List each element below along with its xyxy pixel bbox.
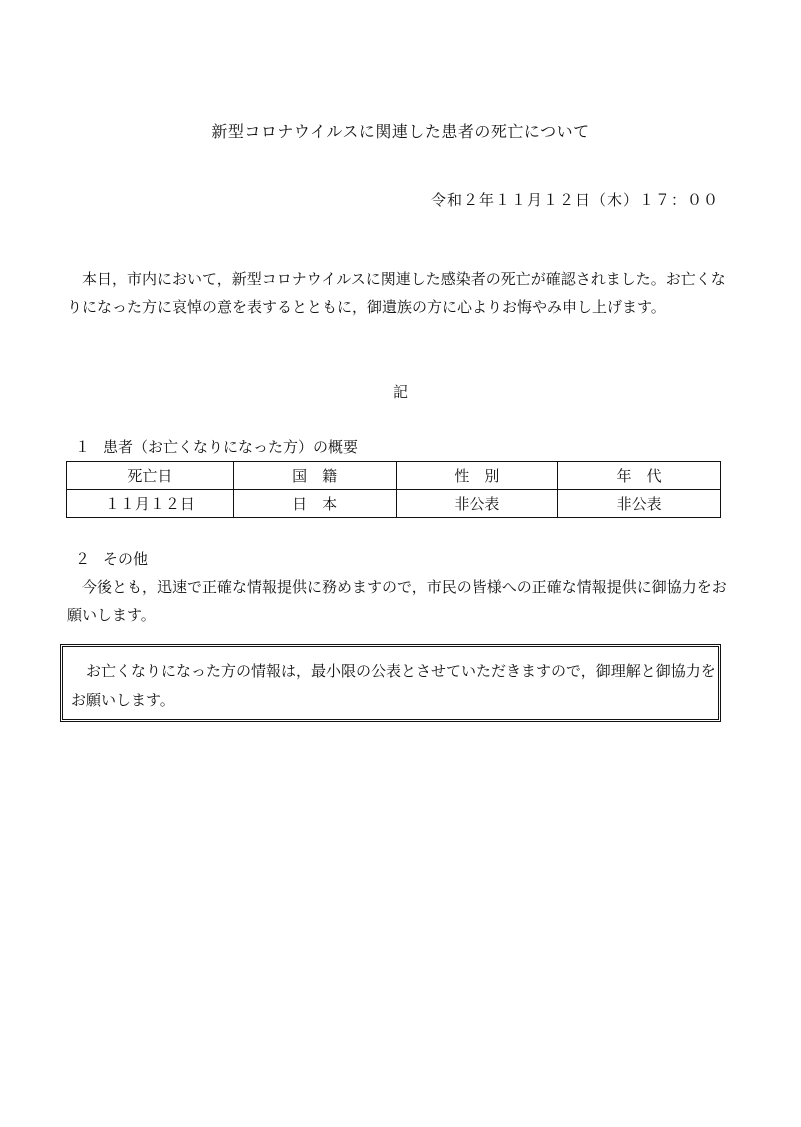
section-2-paragraph bbox=[67, 573, 727, 629]
document-date: 令和２年１１月１２日（木）１７：００ bbox=[430, 191, 719, 209]
document-title: 新型コロナウイルスに関連した患者の死亡について bbox=[211, 122, 590, 141]
cell-nationality: 日 本 bbox=[233, 490, 396, 518]
section-1-title: 患者（お亡くなりになった方）の概要 bbox=[103, 438, 359, 456]
header-sex: 性 別 bbox=[396, 462, 558, 490]
section-2-heading bbox=[75, 548, 148, 569]
notice-text: お亡くなりになった方の情報は，最小限の公表とさせていただきますので，御理解と御協力をお願いします。 bbox=[71, 662, 716, 709]
section-1-number: １ bbox=[75, 438, 91, 456]
intro-text: 本日，市内において，新型コロナウイルスに関連した感染者の死亡が確認されました。お亡くなりになった方に哀悼の意を表するとともに，御遺族の方に心よりお悔やみ申し上げます。 bbox=[67, 270, 726, 316]
notice-paragraph bbox=[71, 657, 716, 715]
cell-age-group: 非公表 bbox=[558, 490, 721, 518]
header-date-of-death: 死亡日 bbox=[67, 462, 234, 490]
section-2-number: ２ bbox=[75, 550, 91, 568]
cell-sex: 非公表 bbox=[396, 490, 558, 518]
patient-overview-table bbox=[66, 461, 721, 518]
table-row bbox=[67, 490, 721, 518]
header-age-group: 年 代 bbox=[558, 462, 721, 490]
ki-heading: 記 bbox=[392, 383, 408, 401]
intro-paragraph bbox=[67, 265, 727, 321]
section-1-heading bbox=[75, 436, 358, 457]
cell-date-of-death: １１月１２日 bbox=[67, 490, 234, 518]
notice-box bbox=[60, 644, 721, 722]
section-2-title: その他 bbox=[103, 550, 149, 568]
table-header-row bbox=[67, 462, 721, 490]
section-2-text: 今後とも，迅速で正確な情報提供に務めますので，市民の皆様への正確な情報提供に御協力をお願いします。 bbox=[67, 578, 727, 624]
header-nationality: 国 籍 bbox=[233, 462, 396, 490]
